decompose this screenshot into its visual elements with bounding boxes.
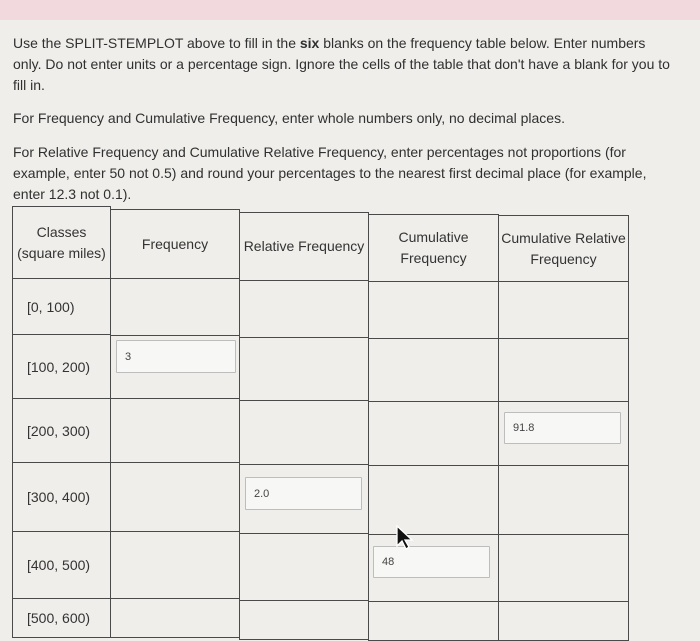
header-frequency: Frequency (110, 209, 240, 279)
row-relative-frequency-cell (239, 533, 369, 601)
frequency-input-100-200[interactable] (116, 340, 236, 373)
row-frequency-cell (110, 398, 240, 463)
cumulative-frequency-input-400-500[interactable] (373, 546, 490, 578)
row-class-label: [200, 300) (12, 398, 111, 463)
mouse-pointer-icon (395, 524, 417, 550)
header-relative-frequency: Relative Frequency (239, 212, 369, 281)
row-cumulative-frequency-cell (368, 601, 499, 641)
row-class-label: [300, 400) (12, 462, 111, 532)
row-cumulative-relative-frequency-cell (498, 281, 629, 339)
instruction-paragraph-1: Use the SPLIT-STEMPLOT above to fill in the six blanks on the frequency table below. Enter numbers only. Do not enter units or a percentage sign. Ignore the cells of the table that don't have a blank for you to fill in. (13, 35, 670, 93)
header-cumulative-relative-frequency: Cumulative Relative Frequency (498, 215, 629, 282)
header-cumulative-frequency: Cumulative Frequency (368, 214, 499, 282)
row-class-label: [100, 200) (12, 334, 111, 399)
row-relative-frequency-cell (239, 400, 369, 465)
row-relative-frequency-cell (239, 280, 369, 338)
instruction-paragraph-2: For Frequency and Cumulative Frequency, enter whole numbers only, no decimal places. (13, 110, 565, 126)
row-relative-frequency-cell (239, 337, 369, 401)
row-frequency-cell (110, 598, 240, 638)
row-class-label: [400, 500) (12, 531, 111, 599)
cumulative-relative-frequency-input-200-300[interactable] (504, 412, 621, 444)
row-cumulative-frequency-cell (368, 281, 499, 339)
row-cumulative-relative-frequency-cell (498, 534, 629, 602)
emphasis-six: six (299, 35, 320, 51)
header-classes: Classes (square miles) (12, 206, 111, 279)
row-cumulative-relative-frequency-cell (498, 465, 629, 535)
instruction-paragraph-3: For Relative Frequency and Cumulative Relative Frequency, enter percentages not proportions (for example, enter 50 not 0.5) and round your percentages to the nearest first decimal place (for example, enter 12.3 not 0.1). (13, 144, 647, 202)
row-cumulative-frequency-cell (368, 401, 499, 466)
relative-frequency-input-300-400[interactable] (245, 477, 362, 510)
row-class-label: [500, 600) (12, 598, 111, 638)
row-class-label: [0, 100) (12, 278, 111, 335)
frequency-table (12, 206, 700, 636)
row-frequency-cell (110, 531, 240, 599)
row-frequency-cell (110, 278, 240, 336)
row-cumulative-relative-frequency-cell (498, 601, 629, 641)
row-frequency-cell (110, 462, 240, 532)
top-bar (0, 0, 700, 20)
row-cumulative-frequency-cell (368, 465, 499, 535)
row-relative-frequency-cell (239, 600, 369, 640)
row-cumulative-frequency-cell (368, 338, 499, 402)
row-cumulative-relative-frequency-cell (498, 338, 629, 402)
